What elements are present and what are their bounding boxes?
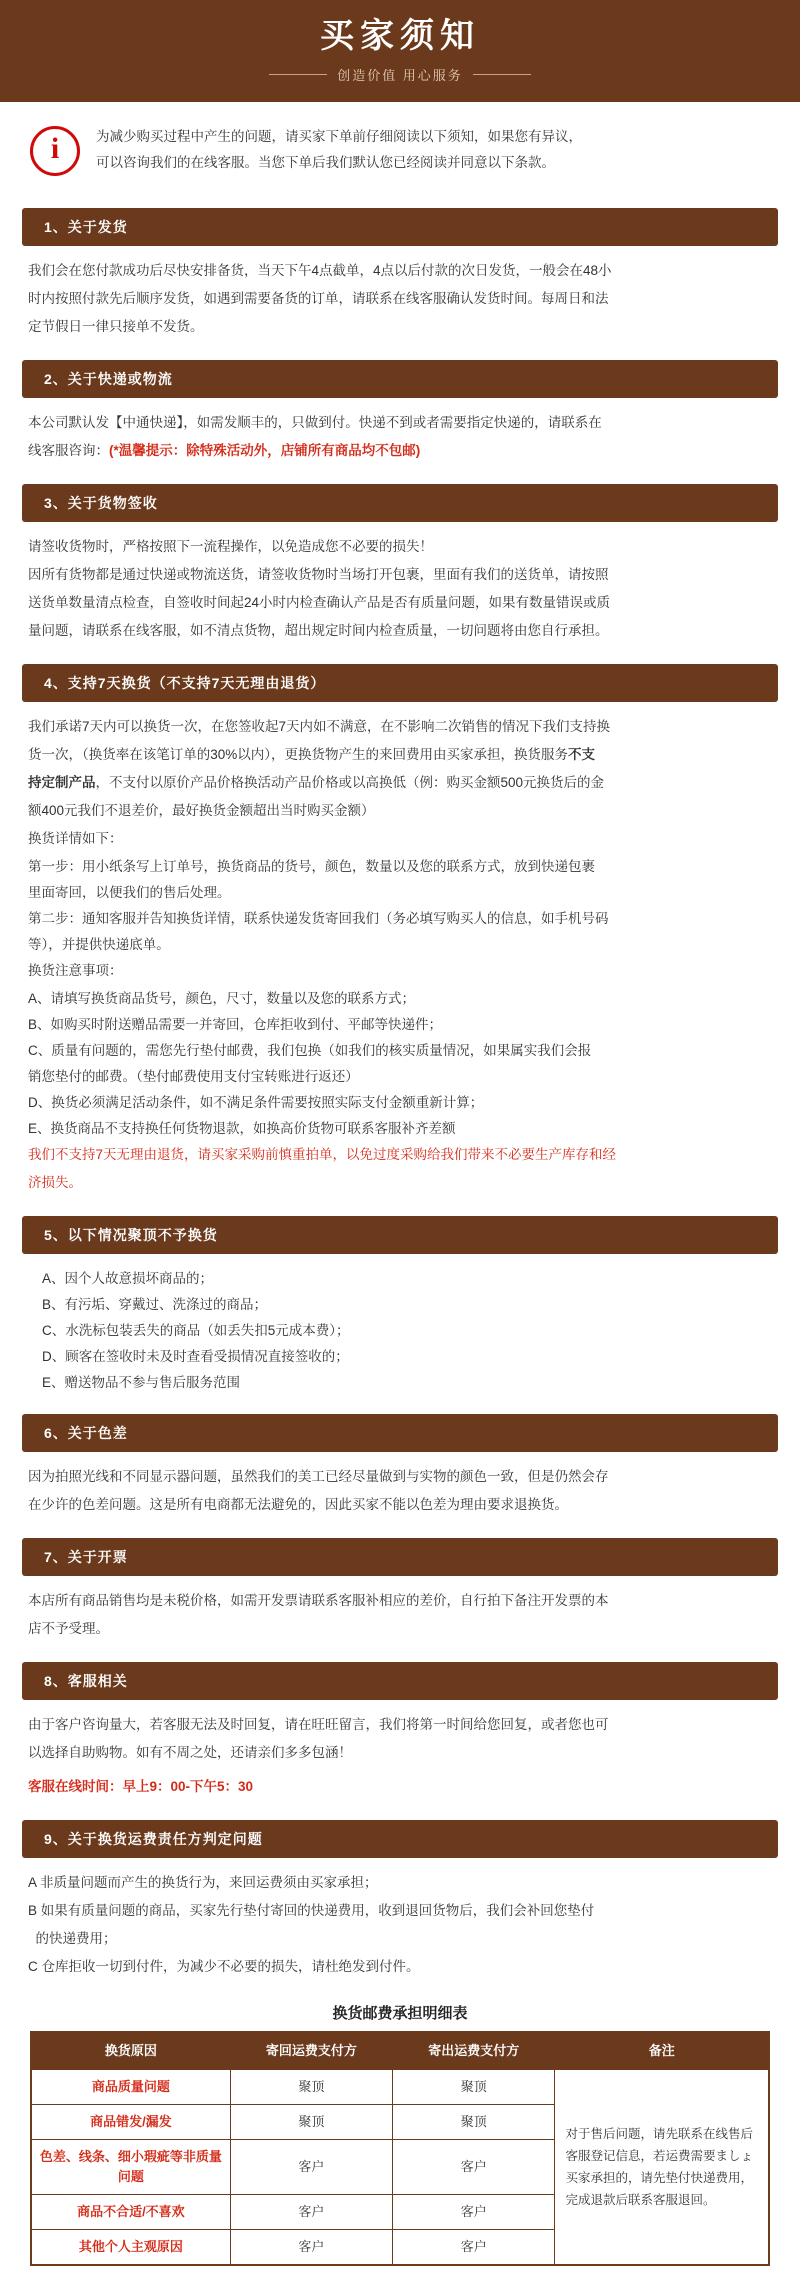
list-item: B 如果有质量问题的商品，买家先行垫付寄回的快递费用，收到退回货物后，我们会补回您垫付: [28, 1902, 595, 1918]
cell-reason: 商品不合适/不喜欢: [31, 2194, 230, 2229]
list-item: E、赠送物品不参与售后服务范围: [42, 1374, 241, 1390]
section-bar-invoice: 7、关于开票: [22, 1538, 778, 1576]
text-line: 时内按照付款先后顺序发货，如遇到需要备货的订单，请联系在线客服确认发货时间。每周日和法: [28, 290, 609, 306]
text-line: 本店所有商品销售均是未税价格，如需开发票请联系客服补相应的差价，自行拍下备注开发票的本: [28, 1592, 609, 1608]
section-body-receiving: [0, 522, 800, 650]
list-item: C、水洗标包装丢失的商品（如丢失扣5元成本费）；: [42, 1322, 350, 1338]
subtitle-rule-right: [473, 74, 531, 75]
cell-send-payer: 聚顶: [393, 2069, 555, 2104]
section-bar-customer-service: 8、客服相关: [22, 1662, 778, 1700]
section-body-color-difference: [0, 1452, 800, 1524]
text-line: 请签收货物时，严格按照下一流程操作，以免造成您不必要的损失！: [28, 538, 433, 554]
cell-reason: 商品错发/漏发: [31, 2104, 230, 2139]
text-line: 送货单数量清点检查，自签收时间起24小时内检查确认产品是否有质量问题，如果有数量错误或质: [28, 594, 611, 610]
section-bar-exchange: 4、支持7天换货（不支持7天无理由退货）: [22, 664, 778, 702]
exchange-detail-list: [28, 854, 772, 958]
cell-send-payer: 客户: [393, 2229, 555, 2265]
list-item: 里面寄回，以便我们的售后处理。: [28, 884, 231, 900]
text-line: 以选择自助购物。如有不周之处，还请亲们多多包涵！: [28, 1744, 352, 1760]
shipping-fee-warning: (*温馨提示：除特殊活动外，店铺所有商品均不包邮): [109, 442, 421, 458]
text-line: 店不予受理。: [28, 1620, 109, 1636]
list-item: D、顾客在签收时未及时查看受损情况直接签收的；: [42, 1348, 349, 1364]
section-body-express: [0, 398, 800, 470]
text-line: 在少许的色差问题。这是所有电商都无法避免的，因此买家不能以色差为理由要求退换货。: [28, 1496, 568, 1512]
cell-note: 对于售后问题，请先联系在线售后客服登记信息，若运费需要ましょ买家承担的，请先垫付快递费用，完成退款后联系客服退回。: [555, 2069, 769, 2265]
list-item: 等），并提供快递底单。: [28, 936, 170, 952]
notice-line-2: 可以咨询我们的在线客服。当您下单后我们默认您已经阅读并同意以下条款。: [96, 154, 555, 170]
section-body-freight-liability: [0, 1858, 800, 1986]
list-item: A、因个人故意损坏商品的；: [42, 1270, 214, 1286]
list-item: 第二步：通知客服并告知换货详情，联系快递发货寄回我们（务必填写购买人的信息，如手机号码: [28, 910, 609, 926]
text-line: [28, 742, 772, 768]
exchange-attention-list: [28, 986, 772, 1142]
cell-send-payer: 客户: [393, 2139, 555, 2194]
column-header-note: 备注: [555, 2032, 769, 2070]
cell-return-payer: 聚顶: [230, 2104, 392, 2139]
service-hours: 客服在线时间：早上9：00-下午5：30: [28, 1778, 254, 1794]
page-header: [0, 0, 800, 102]
top-notice: [0, 102, 800, 194]
fee-table-wrap: [0, 1986, 800, 2296]
subtitle-rule-left: [269, 74, 327, 75]
text-line: [28, 438, 772, 464]
text-span: ，不支付以原价产品价格换活动产品价格或以高换低（例：购买金额500元换货后的金: [95, 774, 605, 790]
text-line: 我们会在您付款成功后尽快安排备货，当天下午4点截单，4点以后付款的次日发货，一般会在48小: [28, 262, 612, 278]
section-body-customer-service: [0, 1700, 800, 1806]
section-bar-no-exchange: 5、以下情况聚顶不予换货: [22, 1216, 778, 1254]
text-line: [28, 770, 772, 796]
text-line: 我们承诺7天内可以换货一次，在您签收起7天内如不满意，在不影响二次销售的情况下我们支持换: [28, 718, 611, 734]
fee-table: [30, 2031, 770, 2266]
list-item: E、换货商品不支持换任何货物退款，如换高价货物可联系客服补齐差额: [28, 1120, 456, 1136]
list-item: A、请填写换货商品货号，颜色，尺寸，数量以及您的联系方式；: [28, 990, 416, 1006]
notice-text: [96, 124, 582, 176]
text-line: 因所有货物都是通过快递或物流送货，请签收货物时当场打开包裹，里面有我们的送货单，请按照: [28, 566, 609, 582]
text-span-bold: 持定制产品: [28, 774, 96, 790]
section-body-shipping: [0, 246, 800, 346]
section-body-exchange: [0, 702, 800, 1202]
list-item: B、如购买时附送赠品需要一并寄回，仓库拒收到付、平邮等快递件；: [28, 1016, 443, 1032]
no-exchange-list: [28, 1266, 772, 1396]
exchange-detail-title: 换货详情如下：: [28, 830, 123, 846]
text-line: 我们不支持7天无理由退货，请买家采购前慎重拍单，以免过度采购给我们带来不必要生产库存和经: [28, 1146, 617, 1162]
text-line: 量问题，请联系在线客服，如不清点货物，超出规定时间内检查质量，一切问题将由您自行承担。: [28, 622, 609, 638]
section-bar-shipping: 1、关于发货: [22, 208, 778, 246]
text-line: 额400元我们不退差价，最好换货金额超出当时购买金额）: [28, 802, 375, 818]
table-row: [31, 2069, 769, 2104]
text-span-bold: 不支: [568, 746, 596, 762]
info-icon: i: [30, 126, 80, 176]
notice-line-1: 为减少购买过程中产生的问题，请买家下单前仔细阅读以下须知，如果您有异议，: [96, 128, 582, 144]
table-header-row: [31, 2032, 769, 2070]
list-item: A 非质量问题而产生的换货行为，来回运费须由买家承担；: [28, 1874, 378, 1890]
list-item: B、有污垢、穿戴过、洗涤过的商品；: [42, 1296, 268, 1312]
text-span: 货一次，（换货率在该笔订单的30%以内），更换货物产生的来回费用由买家承担，换货服务: [28, 746, 569, 762]
cell-reason: 商品质量问题: [31, 2069, 230, 2104]
list-item: 第一步：用小纸条写上订单号，换货商品的货号，颜色，数量以及您的联系方式，放到快递包裹: [28, 858, 595, 874]
cell-return-payer: 客户: [230, 2229, 392, 2265]
section-bar-freight-liability: 9、关于换货运费责任方判定问题: [22, 1820, 778, 1858]
cell-return-payer: 客户: [230, 2194, 392, 2229]
exchange-attention-title: 换货注意事项：: [28, 962, 123, 978]
text-line: 定节假日一律只接单不发货。: [28, 318, 204, 334]
column-header-send-payer: 寄出运费支付方: [393, 2032, 555, 2070]
text-line: 济损失。: [28, 1174, 82, 1190]
section-body-invoice: [0, 1576, 800, 1648]
section-bar-color-difference: 6、关于色差: [22, 1414, 778, 1452]
section-bar-receiving: 3、关于货物签收: [22, 484, 778, 522]
text-line: 由于客户咨询量大，若客服无法及时回复，请在旺旺留言，我们将第一时间给您回复，或者您也可: [28, 1716, 609, 1732]
list-item: D、换货必须满足活动条件，如不满足条件需要按照实际支付金额重新计算；: [28, 1094, 484, 1110]
cell-return-payer: 聚顶: [230, 2069, 392, 2104]
section-bar-express: 2、关于快递或物流: [22, 360, 778, 398]
list-item: C 仓库拒收一切到付件，为减少不必要的损失，请杜绝发到付件。: [28, 1958, 420, 1974]
cell-send-payer: 客户: [393, 2194, 555, 2229]
text-span: 线客服咨询：: [28, 442, 109, 458]
cell-send-payer: 聚顶: [393, 2104, 555, 2139]
no-return-warning: [28, 1142, 772, 1196]
page-title: 买家须知: [320, 17, 480, 55]
cell-reason: 其他个人主观原因: [31, 2229, 230, 2265]
list-item: C、质量有问题的，需您先行垫付邮费，我们包换（如我们的核实质量情况，如果属实我们会报: [28, 1042, 592, 1058]
column-header-return-payer: 寄回运费支付方: [230, 2032, 392, 2070]
text-line: 本公司默认发【中通快递】，如需发顺丰的，只做到付。快递不到或者需要指定快递的，请联系在: [28, 414, 602, 430]
list-item: 销您垫付的邮费。（垫付邮费使用支付宝转账进行返还）: [28, 1068, 359, 1084]
list-item: 的快递费用；: [28, 1930, 117, 1946]
section-body-no-exchange: [0, 1254, 800, 1400]
text-line: 因为拍照光线和不同显示器问题，虽然我们的美工已经尽量做到与实物的颜色一致，但是仍然会存: [28, 1468, 609, 1484]
column-header-reason: 换货原因: [31, 2032, 230, 2070]
cell-reason: 色差、线条、细小瑕疵等非质量问题: [31, 2139, 230, 2194]
page-subtitle-row: [0, 65, 800, 84]
cell-return-payer: 客户: [230, 2139, 392, 2194]
fee-table-title: 换货邮费承担明细表: [332, 2004, 468, 2022]
page-subtitle: 创造价值 用心服务: [337, 67, 463, 83]
